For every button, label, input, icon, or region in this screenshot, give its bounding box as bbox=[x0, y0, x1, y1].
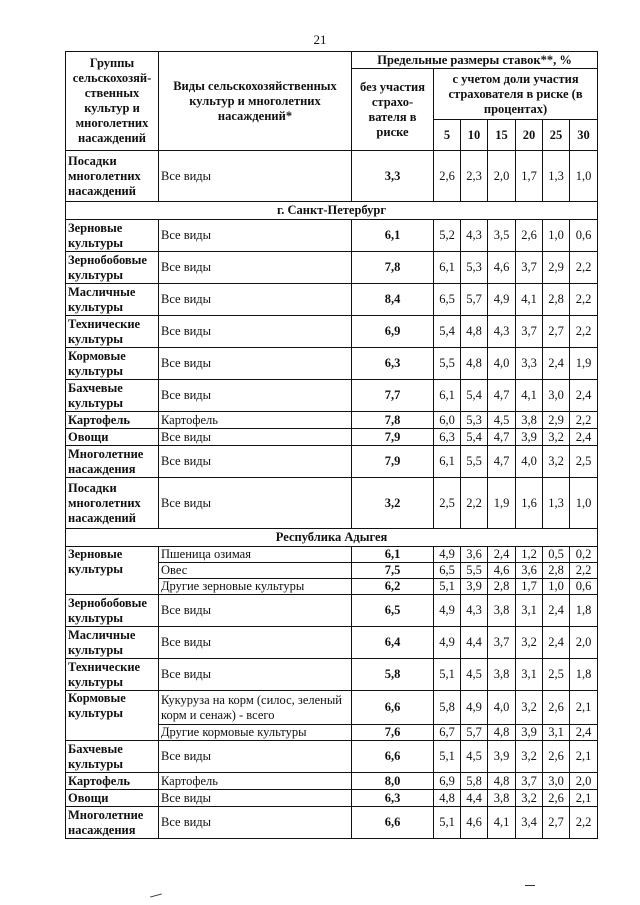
rate-cell: 4,1 bbox=[516, 284, 543, 316]
base-rate-cell: 8,4 bbox=[352, 284, 434, 316]
rate-cell: 0,5 bbox=[543, 547, 570, 563]
group-cell: Многолетние насаждения bbox=[66, 807, 159, 839]
rate-cell: 2,9 bbox=[543, 252, 570, 284]
rate-cell: 2,8 bbox=[543, 563, 570, 579]
rate-cell: 1,6 bbox=[516, 478, 543, 529]
rate-cell: 2,1 bbox=[570, 741, 598, 773]
rate-cell: 3,7 bbox=[516, 316, 543, 348]
rate-cell: 5,1 bbox=[434, 659, 461, 691]
rate-cell: 2,7 bbox=[543, 807, 570, 839]
group-cell: Картофель bbox=[66, 412, 159, 429]
group-cell: Посадки многолетних насаждений bbox=[66, 478, 159, 529]
table-row bbox=[66, 741, 598, 773]
rate-cell: 6,9 bbox=[434, 773, 461, 790]
group-cell: Зерновые культуры bbox=[66, 220, 159, 252]
rate-cell: 4,1 bbox=[488, 807, 516, 839]
rate-cell: 4,8 bbox=[461, 316, 488, 348]
kind-cell: Картофель bbox=[159, 412, 352, 429]
base-rate-cell: 6,5 bbox=[352, 595, 434, 627]
rate-cell: 5,8 bbox=[434, 691, 461, 725]
rate-cell: 1,0 bbox=[543, 579, 570, 595]
kind-cell: Все виды bbox=[159, 316, 352, 348]
table-row bbox=[66, 547, 598, 563]
rate-cell: 6,1 bbox=[434, 252, 461, 284]
rate-cell: 1,0 bbox=[543, 220, 570, 252]
kind-cell: Овес bbox=[159, 563, 352, 579]
base-rate-cell: 7,9 bbox=[352, 429, 434, 446]
rate-cell: 3,9 bbox=[461, 579, 488, 595]
kind-cell: Все виды bbox=[159, 741, 352, 773]
rate-cell: 5,1 bbox=[434, 579, 461, 595]
rate-cell: 2,4 bbox=[543, 627, 570, 659]
rate-cell: 2,2 bbox=[570, 284, 598, 316]
rate-cell: 3,7 bbox=[516, 773, 543, 790]
rate-cell: 4,5 bbox=[488, 412, 516, 429]
rate-cell: 0,6 bbox=[570, 220, 598, 252]
group-cell: Зернобобовые культуры bbox=[66, 595, 159, 627]
table-row bbox=[66, 348, 598, 380]
rate-cell: 6,1 bbox=[434, 446, 461, 478]
header-limits: Предельные размеры ставок**, % bbox=[352, 52, 598, 69]
header-pct: 30 bbox=[570, 120, 598, 151]
base-rate-cell: 7,9 bbox=[352, 446, 434, 478]
base-rate-cell: 7,7 bbox=[352, 380, 434, 412]
kind-cell: Все виды bbox=[159, 151, 352, 202]
group-cell: Посадки многолетних насаждений bbox=[66, 151, 159, 202]
rate-cell: 1,2 bbox=[516, 547, 543, 563]
rate-cell: 3,2 bbox=[516, 627, 543, 659]
group-cell: Кормовые культуры bbox=[66, 691, 159, 741]
group-cell: Бахчевые культуры bbox=[66, 741, 159, 773]
rate-cell: 2,4 bbox=[543, 348, 570, 380]
table-row bbox=[66, 220, 598, 252]
rate-cell: 5,1 bbox=[434, 807, 461, 839]
rate-cell: 3,1 bbox=[543, 725, 570, 741]
section-row bbox=[66, 202, 598, 220]
group-cell: Многолетние насаждения bbox=[66, 446, 159, 478]
base-rate-cell: 6,3 bbox=[352, 790, 434, 807]
rate-cell: 2,2 bbox=[570, 563, 598, 579]
rate-cell: 6,0 bbox=[434, 412, 461, 429]
rate-cell: 4,7 bbox=[488, 446, 516, 478]
base-rate-cell: 7,8 bbox=[352, 412, 434, 429]
rate-cell: 3,2 bbox=[516, 691, 543, 725]
rate-cell: 4,0 bbox=[488, 348, 516, 380]
section-row bbox=[66, 529, 598, 547]
group-cell: Зерновые культуры bbox=[66, 547, 159, 595]
kind-cell: Пшеница озимая bbox=[159, 547, 352, 563]
kind-cell: Картофель bbox=[159, 773, 352, 790]
rate-cell: 1,8 bbox=[570, 595, 598, 627]
rate-cell: 2,6 bbox=[543, 691, 570, 725]
rate-cell: 3,6 bbox=[516, 563, 543, 579]
rate-cell: 2,0 bbox=[570, 627, 598, 659]
rate-cell: 4,3 bbox=[461, 595, 488, 627]
rate-cell: 4,8 bbox=[461, 348, 488, 380]
table-header bbox=[66, 52, 598, 151]
rate-cell: 4,8 bbox=[488, 773, 516, 790]
rate-cell: 5,3 bbox=[461, 252, 488, 284]
rate-cell: 2,7 bbox=[543, 316, 570, 348]
rate-cell: 3,7 bbox=[516, 252, 543, 284]
rate-cell: 1,7 bbox=[516, 151, 543, 202]
kind-cell: Все виды bbox=[159, 220, 352, 252]
header-pct: 15 bbox=[488, 120, 516, 151]
table-row bbox=[66, 691, 598, 725]
rate-cell: 3,1 bbox=[516, 595, 543, 627]
section-title: Республика Адыгея bbox=[66, 529, 598, 547]
rate-cell: 3,2 bbox=[516, 741, 543, 773]
rate-cell: 3,3 bbox=[516, 348, 543, 380]
base-rate-cell: 7,8 bbox=[352, 252, 434, 284]
rate-cell: 2,4 bbox=[570, 429, 598, 446]
rate-cell: 5,7 bbox=[461, 284, 488, 316]
rate-cell: 5,7 bbox=[461, 725, 488, 741]
rate-cell: 1,3 bbox=[543, 151, 570, 202]
rate-cell: 0,2 bbox=[570, 547, 598, 563]
kind-cell: Все виды bbox=[159, 478, 352, 529]
table-row bbox=[66, 790, 598, 807]
table-row bbox=[66, 659, 598, 691]
table-row bbox=[66, 284, 598, 316]
rate-cell: 2,5 bbox=[543, 659, 570, 691]
rate-cell: 6,1 bbox=[434, 380, 461, 412]
rate-cell: 2,2 bbox=[461, 478, 488, 529]
base-rate-cell: 6,4 bbox=[352, 627, 434, 659]
rate-cell: 3,0 bbox=[543, 380, 570, 412]
rate-cell: 5,5 bbox=[461, 563, 488, 579]
rate-cell: 6,3 bbox=[434, 429, 461, 446]
rate-cell: 2,4 bbox=[543, 595, 570, 627]
base-rate-cell: 6,6 bbox=[352, 741, 434, 773]
rate-cell: 2,6 bbox=[516, 220, 543, 252]
rate-cell: 4,3 bbox=[488, 316, 516, 348]
rate-cell: 2,2 bbox=[570, 316, 598, 348]
rate-cell: 4,7 bbox=[488, 429, 516, 446]
rate-cell: 4,3 bbox=[461, 220, 488, 252]
rate-cell: 3,5 bbox=[488, 220, 516, 252]
rate-cell: 4,6 bbox=[461, 807, 488, 839]
rate-cell: 5,4 bbox=[461, 380, 488, 412]
rate-cell: 5,1 bbox=[434, 741, 461, 773]
scan-mark bbox=[525, 885, 535, 886]
table-row bbox=[66, 807, 598, 839]
rate-cell: 4,9 bbox=[461, 691, 488, 725]
rate-cell: 3,0 bbox=[543, 773, 570, 790]
header-group: Группы сельскохозяй-ственных культур и многолетних насаждений bbox=[66, 52, 159, 151]
insurance-rates-table bbox=[65, 51, 598, 839]
table-row bbox=[66, 380, 598, 412]
rate-cell: 1,7 bbox=[516, 579, 543, 595]
rate-cell: 6,5 bbox=[434, 563, 461, 579]
rate-cell: 5,4 bbox=[434, 316, 461, 348]
rate-cell: 2,4 bbox=[570, 380, 598, 412]
rate-cell: 4,1 bbox=[516, 380, 543, 412]
rate-cell: 4,9 bbox=[434, 595, 461, 627]
rate-cell: 4,5 bbox=[461, 741, 488, 773]
header-pct: 25 bbox=[543, 120, 570, 151]
rate-cell: 2,1 bbox=[570, 790, 598, 807]
rate-cell: 3,4 bbox=[516, 807, 543, 839]
rate-cell: 2,8 bbox=[543, 284, 570, 316]
rate-cell: 2,3 bbox=[461, 151, 488, 202]
rate-cell: 5,5 bbox=[461, 446, 488, 478]
kind-cell: Все виды bbox=[159, 807, 352, 839]
base-rate-cell: 6,2 bbox=[352, 579, 434, 595]
base-rate-cell: 6,3 bbox=[352, 348, 434, 380]
rate-cell: 3,2 bbox=[543, 429, 570, 446]
kind-cell: Все виды bbox=[159, 595, 352, 627]
rate-cell: 3,9 bbox=[516, 429, 543, 446]
group-cell: Овощи bbox=[66, 790, 159, 807]
rate-cell: 4,6 bbox=[488, 563, 516, 579]
table-row bbox=[66, 446, 598, 478]
base-rate-cell: 8,0 bbox=[352, 773, 434, 790]
rate-cell: 2,8 bbox=[488, 579, 516, 595]
scan-mark bbox=[150, 893, 162, 897]
rate-cell: 6,7 bbox=[434, 725, 461, 741]
rate-cell: 2,1 bbox=[570, 691, 598, 725]
rate-cell: 0,6 bbox=[570, 579, 598, 595]
kind-cell: Другие кормовые культуры bbox=[159, 725, 352, 741]
base-rate-cell: 3,2 bbox=[352, 478, 434, 529]
rate-cell: 4,4 bbox=[461, 790, 488, 807]
kind-cell: Все виды bbox=[159, 429, 352, 446]
rate-cell: 4,4 bbox=[461, 627, 488, 659]
base-rate-cell: 6,1 bbox=[352, 547, 434, 563]
rate-cell: 5,3 bbox=[461, 412, 488, 429]
rate-cell: 2,2 bbox=[570, 252, 598, 284]
rate-cell: 4,9 bbox=[488, 284, 516, 316]
table-row bbox=[66, 412, 598, 429]
rate-cell: 2,5 bbox=[570, 446, 598, 478]
rate-cell: 3,6 bbox=[461, 547, 488, 563]
group-cell: Масличные культуры bbox=[66, 284, 159, 316]
base-rate-cell: 6,6 bbox=[352, 807, 434, 839]
rate-cell: 3,8 bbox=[516, 412, 543, 429]
base-rate-cell: 3,3 bbox=[352, 151, 434, 202]
group-cell: Овощи bbox=[66, 429, 159, 446]
group-cell: Картофель bbox=[66, 773, 159, 790]
rate-cell: 2,6 bbox=[434, 151, 461, 202]
rate-cell: 5,4 bbox=[461, 429, 488, 446]
group-cell: Зернобобовые культуры bbox=[66, 252, 159, 284]
rate-cell: 3,8 bbox=[488, 790, 516, 807]
header-kind: Виды сельскохозяйственных культур и многолетних насаждений* bbox=[159, 52, 352, 151]
rate-cell: 3,7 bbox=[488, 627, 516, 659]
table-row bbox=[66, 595, 598, 627]
table-row bbox=[66, 252, 598, 284]
rate-cell: 4,7 bbox=[488, 380, 516, 412]
rate-cell: 3,2 bbox=[516, 790, 543, 807]
header-pct: 5 bbox=[434, 120, 461, 151]
rate-cell: 3,1 bbox=[516, 659, 543, 691]
rate-cell: 1,9 bbox=[570, 348, 598, 380]
base-rate-cell: 7,5 bbox=[352, 563, 434, 579]
rate-cell: 4,6 bbox=[488, 252, 516, 284]
section-title: г. Санкт-Петербург bbox=[66, 202, 598, 220]
group-cell: Бахчевые культуры bbox=[66, 380, 159, 412]
table-row bbox=[66, 316, 598, 348]
kind-cell: Все виды bbox=[159, 284, 352, 316]
base-rate-cell: 5,8 bbox=[352, 659, 434, 691]
kind-cell: Все виды bbox=[159, 446, 352, 478]
header-with-share: с учетом доли участия страхователя в риске (в процентах) bbox=[434, 69, 598, 120]
table-row bbox=[66, 478, 598, 529]
rate-cell: 2,2 bbox=[570, 412, 598, 429]
base-rate-cell: 6,6 bbox=[352, 691, 434, 725]
kind-cell: Все виды bbox=[159, 627, 352, 659]
kind-cell: Все виды bbox=[159, 252, 352, 284]
table-row bbox=[66, 151, 598, 202]
rate-cell: 1,9 bbox=[488, 478, 516, 529]
kind-cell: Все виды bbox=[159, 380, 352, 412]
rate-cell: 2,0 bbox=[488, 151, 516, 202]
rate-cell: 1,8 bbox=[570, 659, 598, 691]
group-cell: Кормовые культуры bbox=[66, 348, 159, 380]
rate-cell: 3,8 bbox=[488, 659, 516, 691]
base-rate-cell: 6,9 bbox=[352, 316, 434, 348]
rate-cell: 4,5 bbox=[461, 659, 488, 691]
rate-cell: 3,8 bbox=[488, 595, 516, 627]
rate-cell: 4,0 bbox=[488, 691, 516, 725]
table-row bbox=[66, 627, 598, 659]
rate-cell: 2,5 bbox=[434, 478, 461, 529]
rate-cell: 4,9 bbox=[434, 547, 461, 563]
base-rate-cell: 6,1 bbox=[352, 220, 434, 252]
rate-cell: 1,0 bbox=[570, 478, 598, 529]
rate-cell: 4,8 bbox=[434, 790, 461, 807]
group-cell: Технические культуры bbox=[66, 316, 159, 348]
kind-cell: Другие зерновые культуры bbox=[159, 579, 352, 595]
header-pct: 20 bbox=[516, 120, 543, 151]
rate-cell: 1,0 bbox=[570, 151, 598, 202]
group-cell: Масличные культуры bbox=[66, 627, 159, 659]
rate-cell: 4,8 bbox=[488, 725, 516, 741]
rate-cell: 5,2 bbox=[434, 220, 461, 252]
rate-cell: 5,8 bbox=[461, 773, 488, 790]
rate-cell: 4,9 bbox=[434, 627, 461, 659]
kind-cell: Все виды bbox=[159, 790, 352, 807]
base-rate-cell: 7,6 bbox=[352, 725, 434, 741]
table-row bbox=[66, 773, 598, 790]
rate-cell: 3,9 bbox=[516, 725, 543, 741]
header-pct: 10 bbox=[461, 120, 488, 151]
rate-cell: 3,2 bbox=[543, 446, 570, 478]
rate-cell: 4,0 bbox=[516, 446, 543, 478]
rate-cell: 3,9 bbox=[488, 741, 516, 773]
rate-cell: 1,3 bbox=[543, 478, 570, 529]
group-cell: Технические культуры bbox=[66, 659, 159, 691]
table-body bbox=[66, 151, 598, 839]
header-no-share: без участия страхо-вателя в риске bbox=[352, 69, 434, 151]
rate-cell: 5,5 bbox=[434, 348, 461, 380]
kind-cell: Все виды bbox=[159, 659, 352, 691]
table-row bbox=[66, 429, 598, 446]
rate-cell: 2,0 bbox=[570, 773, 598, 790]
rate-cell: 2,2 bbox=[570, 807, 598, 839]
rate-cell: 2,6 bbox=[543, 741, 570, 773]
page-number: 21 bbox=[313, 32, 327, 47]
rate-cell: 2,9 bbox=[543, 412, 570, 429]
rate-cell: 6,5 bbox=[434, 284, 461, 316]
kind-cell: Кукуруза на корм (силос, зеленый корм и сенаж) - всего bbox=[159, 691, 352, 725]
rate-cell: 2,4 bbox=[488, 547, 516, 563]
rate-cell: 2,6 bbox=[543, 790, 570, 807]
rate-cell: 2,4 bbox=[570, 725, 598, 741]
kind-cell: Все виды bbox=[159, 348, 352, 380]
